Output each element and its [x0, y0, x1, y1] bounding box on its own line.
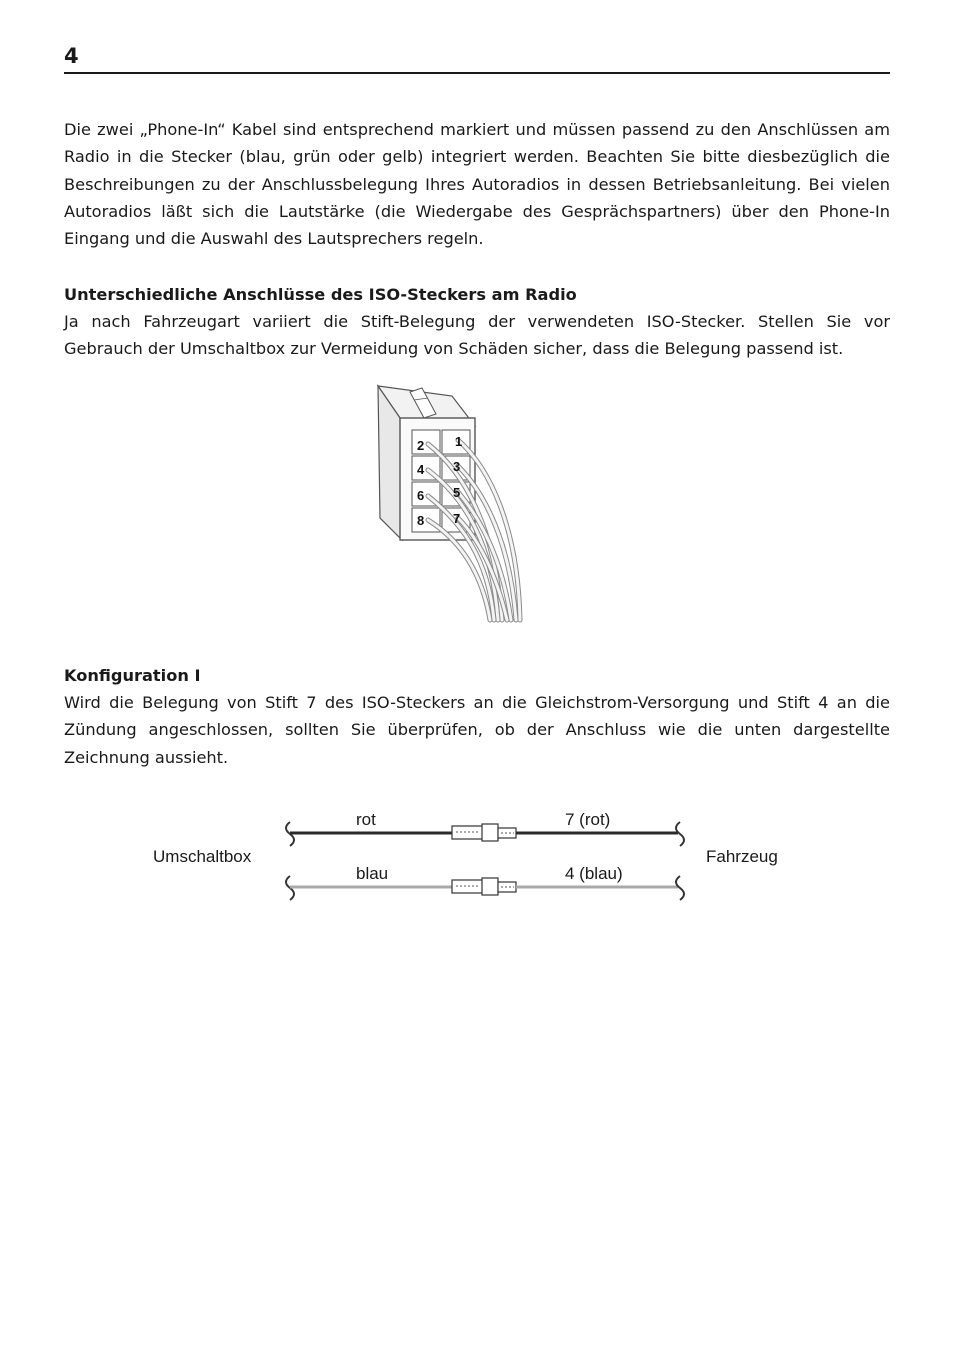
fahrzeug-label: Fahrzeug	[706, 847, 778, 866]
page-number: 4	[64, 44, 79, 68]
wire-label-4-blau: 4 (blau)	[565, 864, 623, 883]
pin-label: 7	[453, 511, 461, 526]
wire-label-rot: rot	[356, 810, 376, 829]
iso-connector-figure	[370, 378, 535, 624]
iso-section-paragraph: Ja nach Fahrzeugart variiert die Stift-Belegung der verwendeten ISO-Stecker. Stellen Sie vor Gebrauch der Umschaltbox zur Vermeidung von Schäden sicher, dass die Belegung passend ist.	[64, 312, 890, 359]
header-rule	[64, 72, 890, 74]
pin-label: 3	[453, 459, 461, 474]
pin-label: 5	[453, 485, 461, 500]
konfiguration-paragraph: Wird die Belegung von Stift 7 des ISO-Steckers an die Gleichstrom-Versorgung und Stift 4 an die Zündung angeschlossen, sollten Sie überprüfen, ob der Anschluss wie die unten dargestellte Zeichnung aussieht.	[64, 693, 890, 767]
pin-label: 2	[417, 438, 425, 453]
pin-label: 8	[417, 513, 425, 528]
pin-label: 4	[417, 462, 425, 477]
konfiguration-heading: Konfiguration I	[64, 666, 201, 685]
wire-label-7-rot: 7 (rot)	[565, 810, 611, 829]
pin-label: 1	[455, 434, 463, 449]
umschaltbox-label: Umschaltbox	[153, 847, 252, 866]
iso-connector-drawing	[370, 378, 535, 624]
intro-paragraph: Die zwei „Phone-In“ Kabel sind entsprechend markiert und müssen passend zu den Anschlüssen am Radio in die Stecker (blau, grün oder gelb) integriert werden. Beachten Sie bitte diesbezüglich die Beschreibungen zu der Anschlussbelegung Ihres Autoradios in dessen Betriebsanleitung. Bei vielen Autoradios läßt sich die Lautstärke (die Wiedergabe des Gesprächspartners) über den Phone-In Eingang und die Auswahl des Lautsprechers regeln.	[64, 120, 890, 249]
pin-label: 6	[417, 488, 425, 503]
iso-section-heading: Unterschiedliche Anschlüsse des ISO-Steckers am Radio	[64, 285, 577, 304]
wiring-diagram	[140, 800, 800, 910]
wire-label-blau: blau	[356, 864, 389, 883]
